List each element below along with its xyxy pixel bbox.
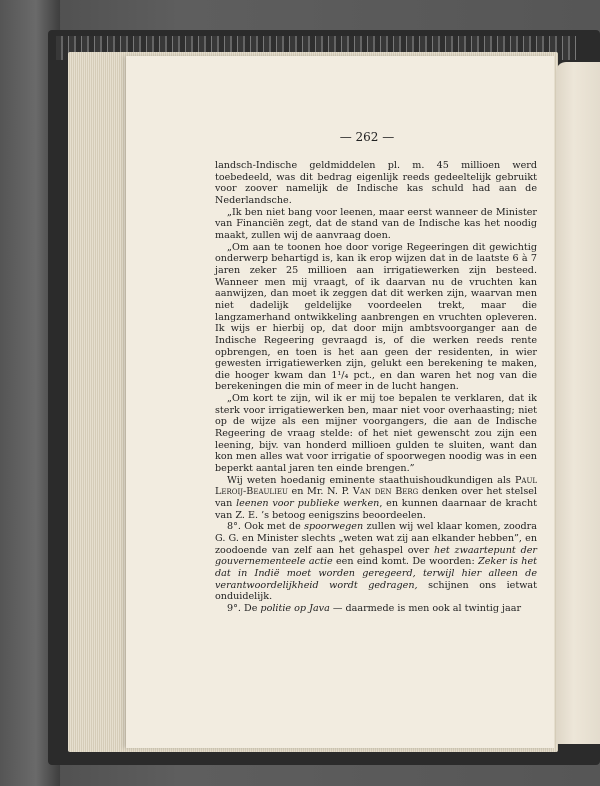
text-run: schijnen ons ietwat onduidelijk. (215, 579, 537, 603)
paragraph (215, 603, 537, 615)
text-run: landsch-Indische geldmiddelen pl. m. 45 millioen werd toebedeeld, was dit bedrag eigenlijk reeds gedeeltelijk gebruikt voor zoover namelijk de Indische kas schuld had aan de Nederlandsche. (215, 160, 537, 206)
text-run: 9°. De (227, 602, 261, 614)
paragraph (215, 521, 537, 603)
paragraph (215, 242, 537, 394)
small-caps-name: Van den Berg (352, 486, 419, 498)
text-run: 8°. Ook met de (227, 521, 305, 533)
text-run: , en kunnen daarnaar de kracht van Z. E. ’s betoog eenigszins beoordeelen. (215, 498, 537, 521)
text-run: een eind komt. De woorden: (332, 556, 479, 568)
text-run: zullen wij wel klaar komen, zoodra G. G. en Minister slechts „weten wat zij aan elkander hebben”, en zoodoende van zelf aan het gehaspel over (215, 521, 537, 556)
facing-page-edge (556, 62, 600, 744)
text-run: en Mr. N. P. (287, 486, 353, 498)
page-number: — 262 — (339, 130, 395, 144)
text-run: Wij weten hoedanig eminente staathuishoudkundigen als (227, 474, 515, 486)
paragraph (215, 207, 537, 242)
italic-run: spoorwegen (304, 521, 364, 533)
italic-run: Zeker is het dat in Indië moet worden geregeerd, terwijl hier alleen de verantwoordelijkheid wordt gedragen, (215, 556, 537, 591)
text-run: „Om aan te toonen hoe door vorige Regeeringen dit gewichtig onderwerp behartigd is, kan ik erop wijzen dat in de laatste 6 à 7 jaren zeker 25 millioen aan irrigatiewerken zijn besteed. Wanneer men mij vraagt, of ik daarvan nu de vruchten kan aanwijzen, dan moet ik zeggen dat dit werken zijn, waarvan men niet dadelijk geldelijke voordeelen trekt, maar die langzamerhand ontwikkeling aanbrengen en vruchten opleveren. Ik wijs er hierbij op, dat door mijn ambtsvoorganger aan de Indische Regeering gevraagd is, of die werken reeds rente opbrengen, en toen is het aan geen der residenten, in wier gewesten irrigatiewerken zijn, gelukt een berekening te maken, die hooger kwam dan 1¹/₄ pct., en dan waren het nog van die berekeningen die min of meer in de lucht hangen. (215, 241, 537, 393)
body-text (215, 160, 537, 615)
text-run: „Om kort te zijn, wil ik er mij toe bepalen te verklaren, dat ik sterk voor irrigatiewerken ben, maar niet voor overhaasting; niet op de wijze als een mijner voorgangers, die aan de Indische Regeering de vraag stelde: of het niet gewenscht zou zijn een leening, bijv. van honderd millioen gulden te sluiten, want dan kon men alles wat voor irrigatie of spoorwegen noodig was in een beperkt aantal jaren ten einde brengen.” (215, 393, 537, 475)
text-run: denken over het stelsel van (215, 486, 538, 510)
paragraph (215, 160, 537, 207)
italic-run: leenen voor publieke werken (236, 498, 380, 510)
small-caps-name: Paul Leroij-Beaulieu (215, 474, 537, 498)
text-run: „Ik ben niet bang voor leenen, maar eerst wanneer de Minister van Financiën zegt, dat de stand van de Indische kas het noodig maakt, zullen wij de aanvraag doen. (215, 206, 537, 241)
paragraph (215, 393, 537, 475)
paragraph (215, 475, 537, 522)
italic-run: het zwaartepunt der gouvernementeele actie (215, 544, 537, 568)
italic-run: politie op Java (260, 602, 330, 614)
text-run: — daarmede is men ook al twintig jaar (329, 602, 522, 614)
